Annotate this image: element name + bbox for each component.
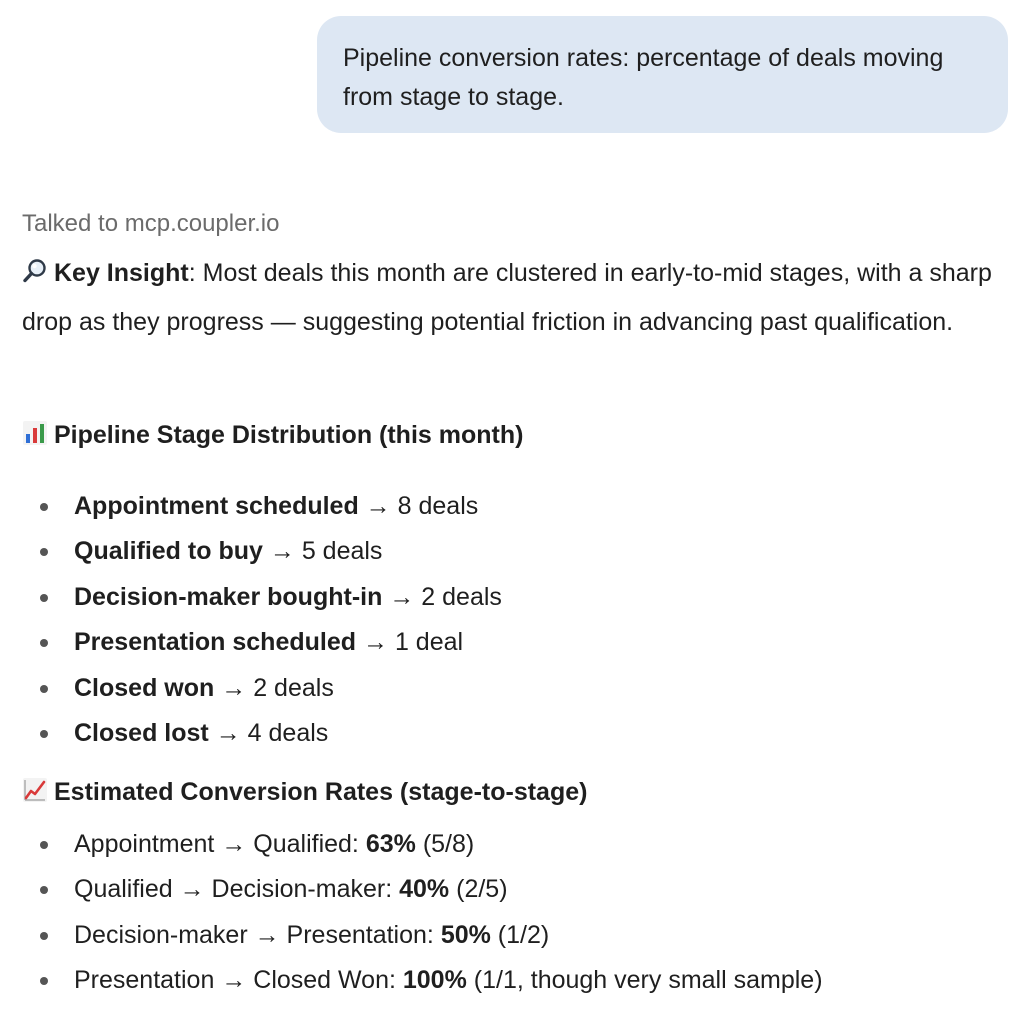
- arrow: →: [358, 492, 398, 520]
- conversion-label: Decision-maker → Presentation:: [74, 920, 441, 949]
- distribution-item: [0, 529, 1000, 574]
- conversion-heading-text: Estimated Conversion Rates (stage-to-stage): [54, 778, 588, 806]
- key-insight-paragraph: [22, 251, 1007, 345]
- bullet-icon: [40, 548, 48, 556]
- arrow: →: [382, 582, 422, 611]
- arrow: →: [208, 718, 248, 747]
- conversion-rate: 50%: [440, 920, 491, 949]
- bullet-icon: [40, 977, 48, 985]
- conversion-label: Appointment → Qualified:: [74, 830, 366, 858]
- deal-count: 2 deals: [253, 673, 334, 702]
- bullet-icon: [40, 639, 48, 647]
- conversion-detail: (1/2): [490, 920, 550, 949]
- user-message-bubble: Pipeline conversion rates: percentage of deals moving from stage to stage.: [317, 16, 1008, 133]
- conversion-rate: 100%: [402, 966, 467, 995]
- stage-name: Presentation scheduled: [74, 628, 357, 657]
- distribution-list: [0, 484, 1000, 756]
- conversion-heading: [22, 775, 587, 812]
- distribution-item: [0, 620, 1000, 665]
- bullet-icon: [40, 594, 48, 602]
- conversion-item: [0, 822, 1000, 867]
- key-insight-separator: :: [188, 259, 203, 287]
- bullet-icon: [40, 932, 48, 940]
- tool-call-status[interactable]: Talked to mcp.coupler.io: [22, 210, 280, 237]
- conversion-item: [0, 913, 1000, 958]
- deal-count: 4 deals: [247, 718, 329, 747]
- distribution-heading: [22, 418, 523, 455]
- deal-count: 5 deals: [301, 537, 383, 566]
- distribution-item: [0, 575, 1000, 620]
- bullet-icon: [40, 886, 48, 894]
- stage-name: Qualified to buy: [74, 537, 263, 566]
- bullet-icon: [40, 841, 48, 849]
- distribution-item: [0, 484, 1000, 529]
- bullet-icon: [40, 685, 48, 693]
- arrow: →: [214, 673, 254, 702]
- conversion-item: [0, 958, 1000, 1003]
- deal-count: 8 deals: [397, 492, 479, 520]
- distribution-item: [0, 711, 1000, 756]
- deal-count: 2 deals: [421, 582, 502, 611]
- stage-name: Closed won: [74, 673, 215, 702]
- conversion-rate: 63%: [365, 830, 416, 858]
- arrow: →: [356, 628, 395, 657]
- stage-name: Appointment scheduled: [74, 492, 359, 520]
- deal-count: 1 deal: [394, 628, 464, 657]
- conversion-rate: 40%: [399, 875, 450, 904]
- stage-name: Decision-maker bought-in: [74, 582, 383, 611]
- conversion-detail: (5/8): [415, 830, 475, 858]
- bullet-icon: [40, 730, 48, 738]
- trend-chart-icon: [22, 777, 48, 812]
- conversion-detail: (1/1, though very small sample): [466, 966, 823, 995]
- magnifier-icon: [22, 254, 48, 300]
- conversion-label: Qualified → Decision-maker:: [74, 875, 400, 904]
- bullet-icon: [40, 503, 48, 511]
- conversion-item: [0, 867, 1000, 912]
- conversion-list: [0, 822, 1000, 1004]
- distribution-heading-text: Pipeline Stage Distribution (this month): [54, 421, 524, 449]
- key-insight-text: Most deals this month are clustered in early-to-mid stages, with a sharp drop as they progress — suggesting potential friction in advancing past qualification.: [22, 259, 992, 336]
- conversion-label: Presentation → Closed Won:: [74, 966, 403, 995]
- distribution-item: [0, 666, 1000, 711]
- conversion-detail: (2/5): [449, 875, 508, 904]
- key-insight-label: Key Insight: [54, 259, 189, 287]
- bar-chart-icon: [22, 420, 48, 455]
- arrow: →: [262, 537, 302, 566]
- stage-name: Closed lost: [74, 718, 209, 747]
